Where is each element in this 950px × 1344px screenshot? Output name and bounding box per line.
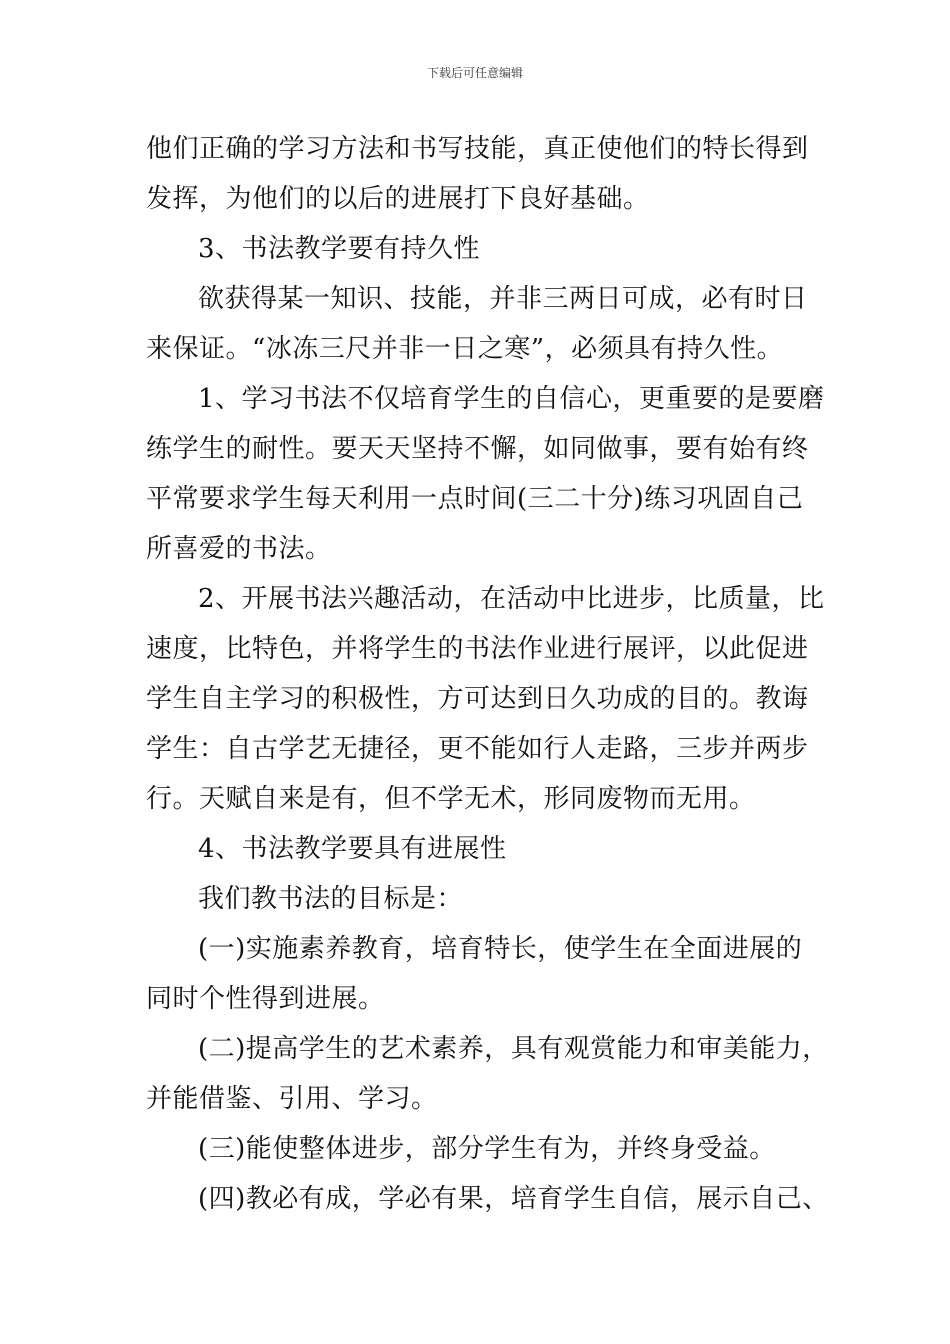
text-line: 学生自主学习的积极性，方可达到日久功成的目的。教诲 (146, 684, 809, 714)
text-line: 欲获得某一知识、技能，并非三两日可成，必有时日 (198, 284, 808, 314)
text-line: 速度，比特色，并将学生的书法作业进行展评，以此促进 (146, 634, 809, 664)
text-line: (三)能使整体进步，部分学生有为，并终身受益。 (198, 1134, 776, 1164)
page-header-note: 下载后可任意编辑 (426, 66, 523, 80)
text-line: 平常要求学生每天利用一点时间(三二十分)练习巩固自己 (146, 484, 804, 514)
text-line: 学生：自古学艺无捷径，更不能如行人走路，三步并两步 (146, 734, 809, 764)
text-line: 他们正确的学习方法和书写技能，真正使他们的特长得到 (146, 134, 809, 164)
text-line: 3、书法教学要有持久性 (198, 234, 481, 264)
text-line: (四)教必有成，学必有果，培育学生自信，展示自己、 (198, 1184, 829, 1214)
text-line: (二)提高学生的艺术素养，具有观赏能力和审美能力， (198, 1034, 829, 1064)
document-body (146, 124, 829, 1224)
text-line: 来保证。“冰冻三尺并非一日之寒”，必须具有持久性。 (146, 334, 784, 364)
text-line: 练学生的耐性。要天天坚持不懈，如同做事，要有始有终 (146, 434, 809, 464)
text-line: 我们教书法的目标是： (198, 884, 464, 914)
text-line: 同时个性得到进展。 (146, 984, 385, 1014)
text-line: 发挥，为他们的以后的进展打下良好基础。 (146, 184, 650, 214)
text-line: 行。天赋自来是有，但不学无术，形同废物而无用。 (146, 784, 756, 814)
text-line: (一)实施素养教育，培育特长，使学生在全面进展的 (198, 934, 803, 964)
text-line: 并能借鉴、引用、学习。 (146, 1084, 438, 1114)
text-line: 1、学习书法不仅培育学生的自信心，更重要的是要磨 (198, 384, 825, 414)
text-line: 所喜爱的书法。 (146, 534, 332, 564)
text-line: 4、书法教学要具有进展性 (198, 834, 507, 864)
text-line: 2、开展书法兴趣活动，在活动中比进步，比质量，比 (198, 584, 825, 614)
